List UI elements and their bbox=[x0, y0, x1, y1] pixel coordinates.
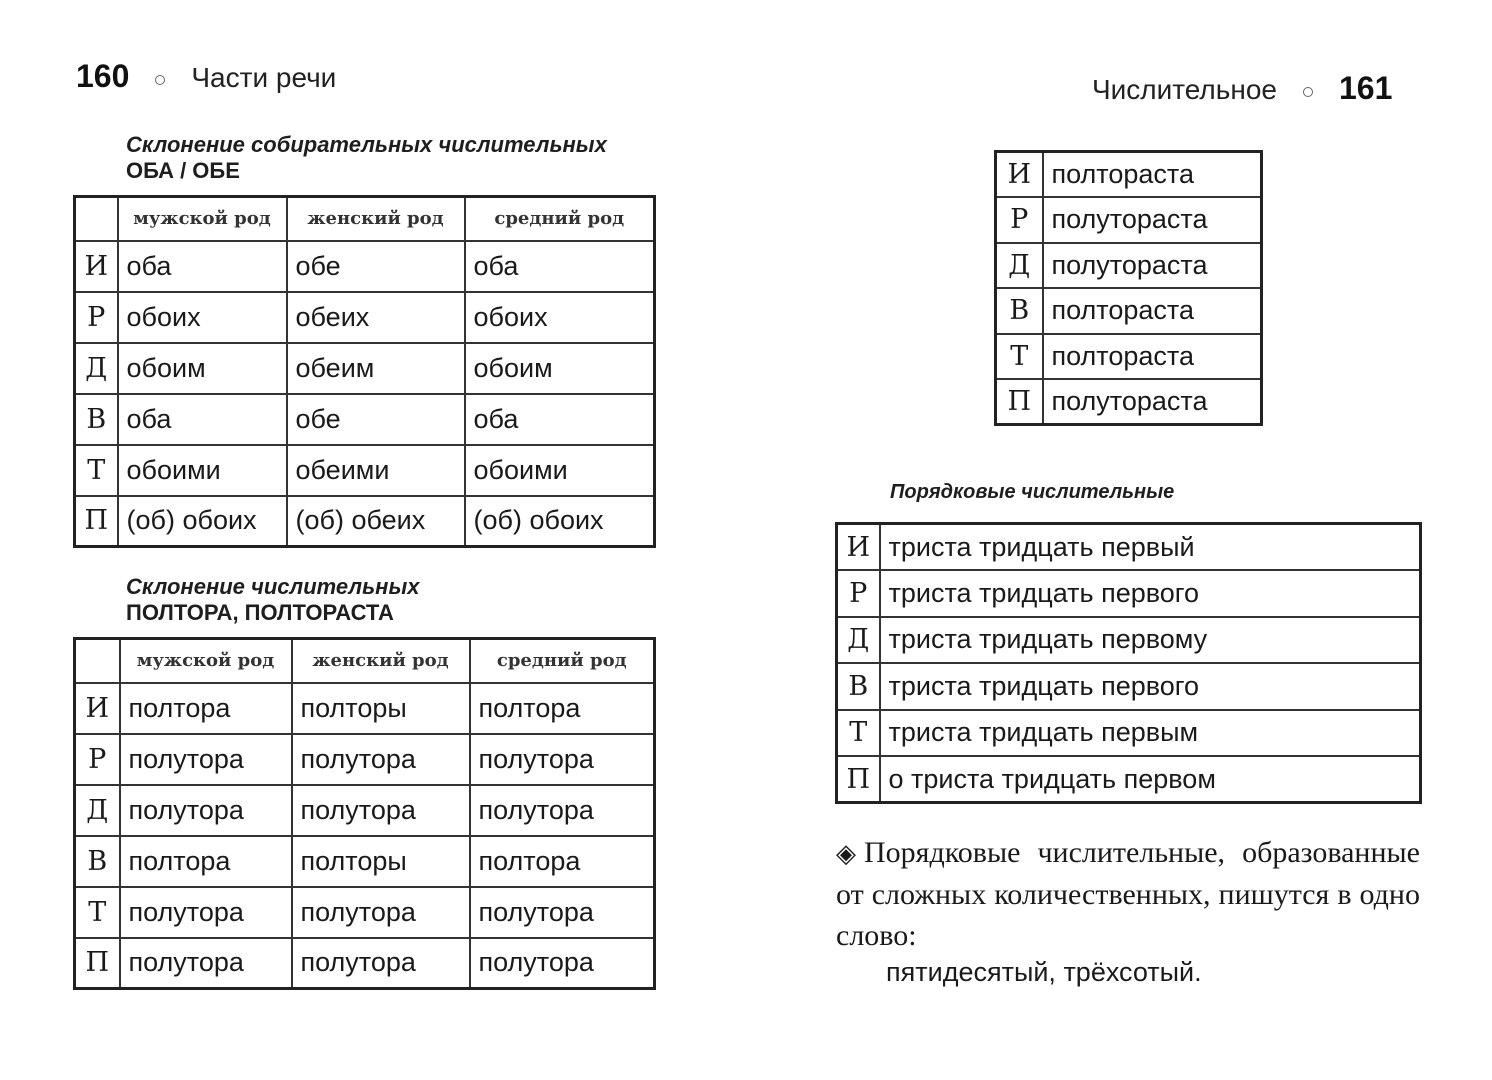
page-number: 161 bbox=[1338, 70, 1393, 106]
table-row bbox=[75, 785, 655, 836]
table-cell: (об) обоих bbox=[465, 496, 655, 547]
table-cell: обе bbox=[287, 241, 465, 292]
case-label: Д bbox=[996, 243, 1043, 289]
table-row bbox=[837, 570, 1421, 617]
table-cell: триста тридцать первого bbox=[880, 663, 1421, 710]
table1-caption-words: ОБА / ОБЕ bbox=[126, 158, 240, 183]
bullet-dot-icon bbox=[155, 75, 165, 85]
table-cell: полтораста bbox=[1043, 152, 1262, 198]
case-label: П bbox=[996, 379, 1043, 425]
table-row bbox=[75, 836, 655, 887]
table-cell: полутора bbox=[120, 734, 292, 785]
header-neuter: средний род bbox=[465, 197, 655, 241]
table-cell: оба bbox=[118, 394, 287, 445]
table-row bbox=[75, 887, 655, 938]
case-label: В bbox=[75, 394, 118, 445]
table4-caption-text: Порядковые числительные bbox=[890, 481, 1175, 503]
header-masculine: мужской род bbox=[118, 197, 287, 241]
table-cell: обоим bbox=[465, 343, 655, 394]
table-row bbox=[75, 241, 655, 292]
table-cell: триста тридцать первый bbox=[880, 524, 1421, 571]
section-title: Числительное bbox=[1092, 74, 1277, 105]
table-cell: триста тридцать первому bbox=[880, 617, 1421, 664]
header-feminine: женский род bbox=[292, 639, 470, 683]
table-cell: обоим bbox=[118, 343, 287, 394]
case-label: Р bbox=[996, 197, 1043, 243]
table1-caption bbox=[126, 132, 607, 184]
table1-caption-text: Склонение собирательных числительных bbox=[126, 132, 607, 157]
table-cell: обоими bbox=[118, 445, 287, 496]
table-cell: полтора bbox=[120, 836, 292, 887]
case-label: Д bbox=[75, 343, 118, 394]
case-label: И bbox=[75, 241, 118, 292]
case-label: Т bbox=[837, 710, 880, 757]
case-label: И bbox=[75, 683, 120, 734]
table-cell: (об) обоих bbox=[118, 496, 287, 547]
table-row bbox=[75, 445, 655, 496]
table-cell: триста тридцать первого bbox=[880, 570, 1421, 617]
table-cell: полтораста bbox=[1043, 288, 1262, 334]
table-cell: полутора bbox=[292, 887, 470, 938]
table-cell: полутора bbox=[470, 887, 655, 938]
case-label: Т bbox=[75, 887, 120, 938]
case-label: И bbox=[837, 524, 880, 571]
table-cell: полтора bbox=[120, 683, 292, 734]
table-cell: обоих bbox=[465, 292, 655, 343]
rule-example: пятидесятый, трёхсотый. bbox=[886, 957, 1202, 987]
table-cell: полутора bbox=[120, 938, 292, 989]
case-label: В bbox=[837, 663, 880, 710]
page-number: 160 bbox=[76, 58, 130, 94]
table-cell: полтораста bbox=[1043, 334, 1262, 380]
table-cell: полторы bbox=[292, 836, 470, 887]
header-feminine: женский род bbox=[287, 197, 465, 241]
case-label: В bbox=[75, 836, 120, 887]
case-label: П bbox=[75, 496, 118, 547]
table-cell: полутора bbox=[292, 938, 470, 989]
section-title: Части речи bbox=[191, 62, 337, 93]
table-row bbox=[75, 734, 655, 785]
header-corner bbox=[75, 197, 118, 241]
declension-table-poltorasta bbox=[994, 150, 1263, 426]
running-head-left bbox=[76, 58, 336, 95]
case-label: В bbox=[996, 288, 1043, 334]
case-label: Т bbox=[75, 445, 118, 496]
table-cell: о триста тридцать первом bbox=[880, 756, 1421, 803]
rule-note bbox=[836, 832, 1420, 956]
table-row bbox=[837, 710, 1421, 757]
diamond-bullet-icon: ◈ bbox=[836, 839, 856, 868]
table-header-row bbox=[75, 639, 655, 683]
table-cell: обе bbox=[287, 394, 465, 445]
right-page bbox=[746, 0, 1492, 1080]
table-cell: полутора bbox=[120, 887, 292, 938]
running-head-right bbox=[1092, 70, 1392, 107]
table-row bbox=[75, 343, 655, 394]
table-row bbox=[996, 243, 1262, 289]
table-cell: полторы bbox=[292, 683, 470, 734]
case-label: П bbox=[75, 938, 120, 989]
case-label: Р bbox=[75, 734, 120, 785]
table-cell: полутора bbox=[292, 785, 470, 836]
table-header-row bbox=[75, 197, 655, 241]
table-cell: полутора bbox=[470, 734, 655, 785]
table-cell: полутора bbox=[120, 785, 292, 836]
case-label: И bbox=[996, 152, 1043, 198]
table-cell: полтора bbox=[470, 683, 655, 734]
declension-table-poltora bbox=[73, 637, 656, 990]
table-row bbox=[837, 663, 1421, 710]
table-row bbox=[996, 197, 1262, 243]
table-row bbox=[996, 152, 1262, 198]
case-label: Т bbox=[996, 334, 1043, 380]
table-row bbox=[996, 379, 1262, 425]
declension-table-oba bbox=[73, 195, 656, 548]
table-cell: полутораста bbox=[1043, 197, 1262, 243]
table-row bbox=[75, 292, 655, 343]
table-cell: обеими bbox=[287, 445, 465, 496]
table2-caption-words: ПОЛТОРА, ПОЛТОРАСТА bbox=[126, 600, 394, 625]
header-masculine: мужской род bbox=[120, 639, 292, 683]
table2-caption bbox=[126, 574, 419, 626]
table-row bbox=[837, 524, 1421, 571]
table-row bbox=[996, 288, 1262, 334]
table-row bbox=[996, 334, 1262, 380]
case-label: Д bbox=[837, 617, 880, 664]
table-cell: полутораста bbox=[1043, 379, 1262, 425]
table-cell: обеим bbox=[287, 343, 465, 394]
declension-table-ordinal bbox=[835, 522, 1422, 804]
table-row bbox=[837, 756, 1421, 803]
table-cell: полутора bbox=[292, 734, 470, 785]
table-cell: оба bbox=[465, 394, 655, 445]
table-cell: обеих bbox=[287, 292, 465, 343]
bullet-dot-icon bbox=[1303, 87, 1313, 97]
table-cell: полутораста bbox=[1043, 243, 1262, 289]
table-row bbox=[75, 496, 655, 547]
table-cell: обоих bbox=[118, 292, 287, 343]
table-row bbox=[75, 938, 655, 989]
case-label: П bbox=[837, 756, 880, 803]
table-cell: оба bbox=[118, 241, 287, 292]
case-label: Р bbox=[837, 570, 880, 617]
table-cell: полутора bbox=[470, 785, 655, 836]
table-row bbox=[837, 617, 1421, 664]
rule-note-text: Порядковые числительные, образованные от сложных количественных, пишутся в одно слово: bbox=[836, 836, 1420, 952]
table-cell: обоими bbox=[465, 445, 655, 496]
table2-caption-text: Склонение числительных bbox=[126, 574, 420, 599]
table-cell: оба bbox=[465, 241, 655, 292]
header-corner bbox=[75, 639, 120, 683]
table-row bbox=[75, 394, 655, 445]
case-label: Д bbox=[75, 785, 120, 836]
case-label: Р bbox=[75, 292, 118, 343]
table-row bbox=[75, 683, 655, 734]
header-neuter: средний род bbox=[470, 639, 655, 683]
table-cell: полутора bbox=[470, 938, 655, 989]
table-cell: триста тридцать первым bbox=[880, 710, 1421, 757]
table4-caption bbox=[890, 479, 1174, 505]
table-cell: (об) обеих bbox=[287, 496, 465, 547]
table-cell: полтора bbox=[470, 836, 655, 887]
